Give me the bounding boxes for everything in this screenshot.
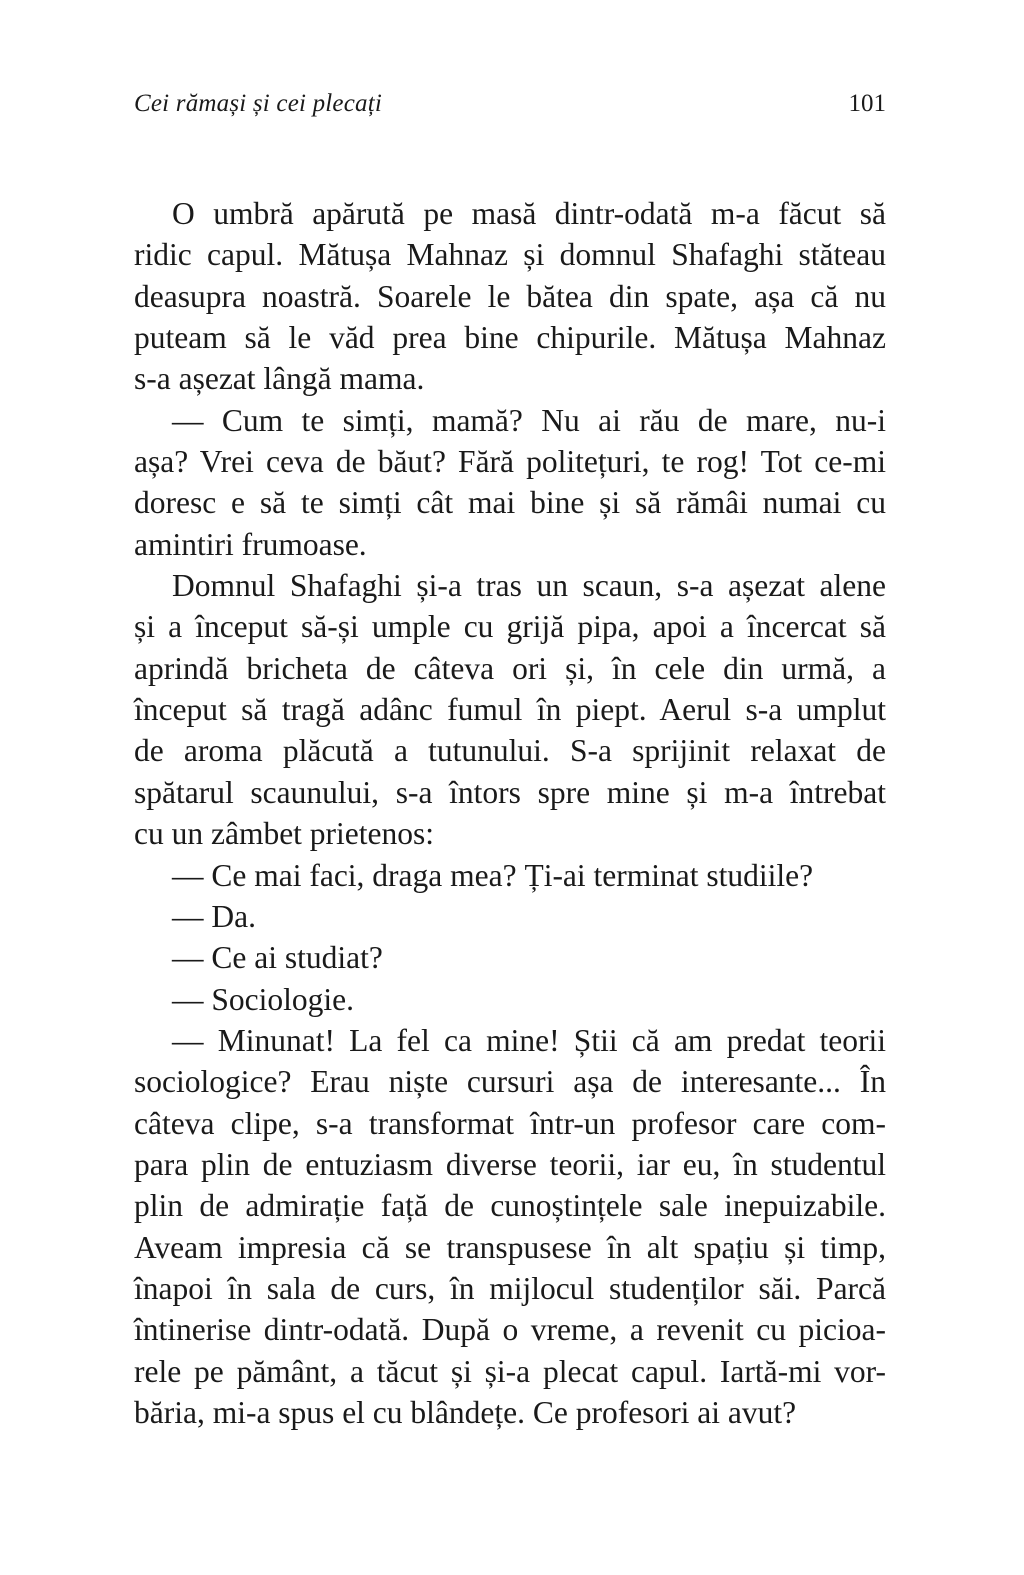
text-line: de aroma plăcută a tutunului. S-a sprijinit relaxat de	[134, 733, 886, 769]
text-line: băria, mi-a spus el cu blândețe. Ce profesori ai avut?	[134, 1394, 797, 1430]
text-line: sociologice? Erau niște cursuri așa de interesante... În	[134, 1064, 886, 1100]
text-line: spătarul scaunului, s-a întors spre mine și m-a întrebat	[134, 774, 886, 810]
text-line: plin de admirație față de cunoștințele sale inepuizabile.	[134, 1188, 886, 1224]
text-line: rele pe pământ, a tăcut și și-a plecat capul. Iartă-mi vor-	[134, 1353, 886, 1389]
text-line: — Ce mai faci, draga mea? Ți-ai terminat studiile?	[172, 857, 814, 893]
text-line: început să tragă adânc fumul în piept. Aerul s-a umplut	[134, 692, 886, 728]
page-number: 101	[848, 90, 886, 117]
text-line: ridic capul. Mătușa Mahnaz și domnul Shafaghi stăteau	[134, 237, 886, 273]
text-line: aprindă bricheta de câteva ori și, în cele din urmă, a	[134, 650, 886, 686]
text-line: O umbră apărută pe masă dintr-odată m-a făcut să	[172, 196, 886, 231]
text-line: — Ce ai studiat?	[172, 940, 383, 976]
text-line: amintiri frumoase.	[134, 526, 367, 562]
body-text	[134, 193, 886, 1433]
text-line: așa? Vrei ceva de băut? Fără politețuri, te rog! Tot ce-mi	[134, 444, 886, 480]
text-line: — Cum te simți, mamă? Nu ai rău de mare, nu-i	[172, 402, 886, 438]
text-line: deasupra noastră. Soarele le bătea din spate, așa că nu	[134, 278, 886, 314]
text-line: — Sociologie.	[172, 981, 354, 1017]
text-line: puteam să le văd prea bine chipurile. Mătușa Mahnaz	[134, 320, 886, 356]
text-line: câteva clipe, s-a transformat într-un profesor care com-	[134, 1105, 886, 1141]
text-line: doresc e să te simți cât mai bine și să rămâi numai cu	[134, 485, 886, 521]
text-line: Domnul Shafaghi și-a tras un scaun, s-a așezat alene	[172, 568, 886, 604]
text-line: înapoi în sala de curs, în mijlocul studenților săi. Parcă	[134, 1270, 886, 1306]
running-header	[134, 86, 886, 122]
text-line: — Minunat! La fel ca mine! Știi că am predat teorii	[172, 1022, 886, 1058]
running-title: Cei rămași și cei plecați	[134, 90, 383, 117]
text-line: și a început să-și umple cu grijă pipa, apoi a încercat să	[134, 609, 886, 645]
text-line: — Da.	[172, 898, 256, 934]
text-line: Aveam impresia că se transpusese în alt spațiu și timp,	[134, 1229, 886, 1265]
text-line: întinerise dintr-odată. După o vreme, a revenit cu picioa-	[134, 1312, 886, 1348]
text-line: cu un zâmbet prietenos:	[134, 816, 435, 852]
text-line: para plin de entuziasm diverse teorii, iar eu, în studentul	[134, 1146, 886, 1182]
text-line: s-a așezat lângă mama.	[134, 361, 425, 397]
